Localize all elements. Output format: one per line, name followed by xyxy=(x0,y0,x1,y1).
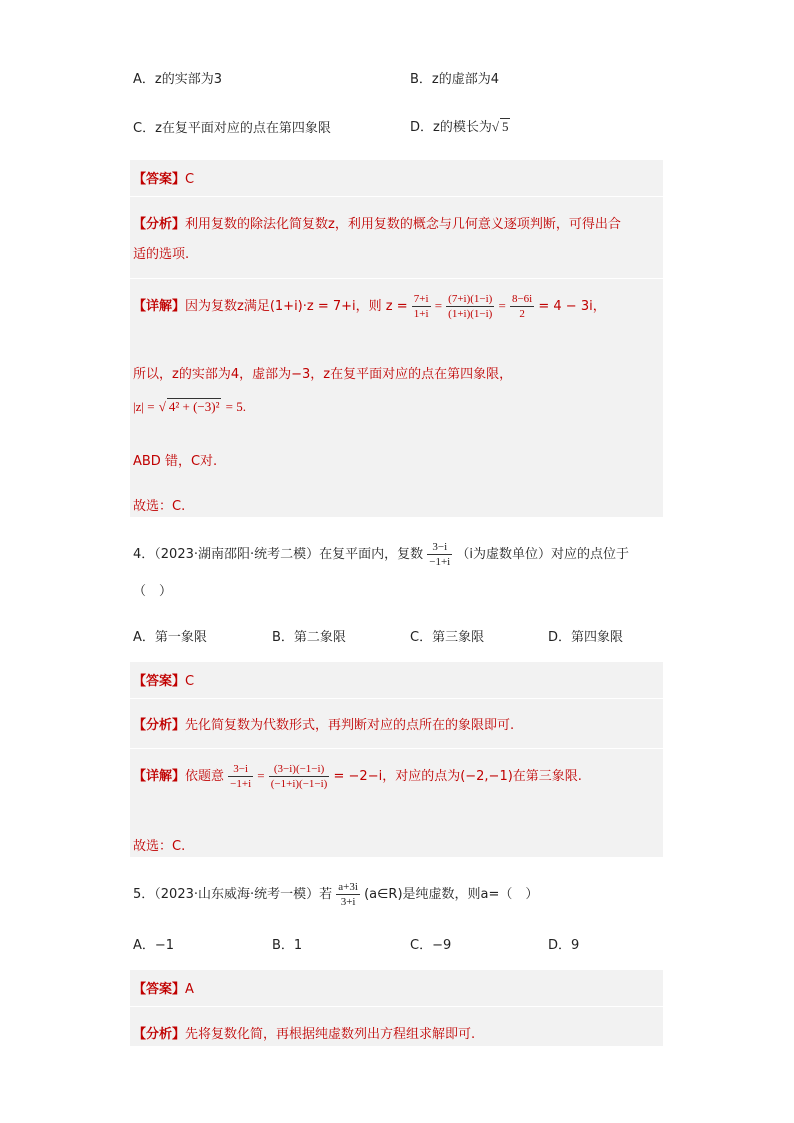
q5-stem-text-2: (a∈R)是纯虚数，则a=（ ） xyxy=(364,887,539,902)
q4-option-a: A．第一象限 xyxy=(133,630,207,645)
q3-modulus: |z| = √ 4² + (−3)² = 5. xyxy=(133,399,246,414)
numerator: (7+i)(1−i) xyxy=(448,293,493,305)
answer-tag: 【答案】 xyxy=(133,172,186,187)
q5-option-a: A．−1 xyxy=(133,938,175,953)
fraction xyxy=(269,762,330,791)
q4-stem-text: 4．（2023·湖南邵阳·统考二模）在复平面内，复数 xyxy=(133,547,424,562)
option-c: C．z在复平面对应的点在第四象限 xyxy=(133,121,331,136)
analysis-text: 先化简复数为代数形式，再判断对应的点所在的象限即可. xyxy=(185,718,515,733)
denominator: −1+i xyxy=(429,556,451,568)
numerator: 3−i xyxy=(427,540,452,555)
fraction xyxy=(510,292,534,321)
q3-judge: ABD 错，C对. xyxy=(133,454,218,469)
numerator: a+3i xyxy=(338,881,358,893)
q5-answer xyxy=(133,978,194,997)
q3-detail-line1: 【详解】因为复数z满足(1+i)·z = 7+i，则 z = $\frac{7+i}{1+i}$ = $\frac{(7+i)(1-i)}{(1+i)(1-i)}$ = $\frac{8-6i}{2}$ = 4 − 3i， xyxy=(133,293,606,320)
q3-analysis-line1 xyxy=(133,213,621,232)
answer-value: A xyxy=(185,982,194,997)
q4-answer xyxy=(133,670,194,689)
detail-tag: 【详解】 xyxy=(133,299,186,314)
q5-option-d: D．9 xyxy=(548,938,580,953)
q4-stem xyxy=(133,540,629,569)
numerator: 3−i xyxy=(228,762,253,777)
answer-value: C xyxy=(185,674,195,689)
detail-tag: 【详解】 xyxy=(133,769,186,784)
option-d: D．z的模长为√ 5 xyxy=(410,119,509,135)
q5-stem-text: 5．（2023·山东威海·统考一模）若 xyxy=(133,887,333,902)
modulus-rhs: = 5. xyxy=(225,399,246,414)
denominator: 3+i xyxy=(340,896,356,908)
q5-option-c: C．−9 xyxy=(410,938,452,953)
q3-choose: 故选：C. xyxy=(133,499,186,514)
detail-result: = 4 − 3i， xyxy=(538,299,606,314)
q5-option-b: B．1 xyxy=(272,938,303,953)
q3-answer xyxy=(133,168,194,187)
q4-detail: 【详解】依题意 $\frac{3-i}{-1+i}$ = $\frac{(3-i)(-1-i)}{(-1+i)(-1-i)}$ = −2−i，对应的点为(−2,−1)在第三象限. xyxy=(133,763,582,790)
q4-stem-line2: （ ） xyxy=(133,584,173,599)
q3-analysis-line2: 适的选项. xyxy=(133,247,190,262)
modulus-lhs: |z| = xyxy=(133,399,155,414)
denominator: 2 xyxy=(519,308,525,320)
q4-solution-box xyxy=(130,662,663,857)
analysis-tag: 【分析】 xyxy=(133,718,186,733)
answer-value: C xyxy=(185,172,195,187)
answer-tag: 【答案】 xyxy=(133,674,186,689)
detail-result: = −2−i，对应的点为(−2,−1)在第三象限. xyxy=(333,769,582,784)
fraction xyxy=(412,292,431,321)
analysis-tag: 【分析】 xyxy=(133,217,186,232)
q4-option-b: B．第二象限 xyxy=(272,630,346,645)
fraction xyxy=(336,880,360,909)
denominator: 1+i xyxy=(413,308,429,320)
modulus-radicand: 4² + (−3)² xyxy=(168,399,220,414)
option-b: B．z的虚部为4 xyxy=(410,72,500,87)
numerator: 8−6i xyxy=(511,293,533,305)
option-a: A．z的实部为3 xyxy=(133,72,222,87)
analysis-text: 先将复数化简，再根据纯虚数列出方程组求解即可. xyxy=(185,1027,476,1042)
option-d-radicand: 5 xyxy=(501,119,509,134)
q3-detail-line2: 所以，z的实部为4，虚部为−3，z在复平面对应的点在第四象限， xyxy=(133,367,513,382)
q5-stem xyxy=(133,880,538,909)
fraction xyxy=(228,762,253,791)
q5-analysis xyxy=(133,1023,475,1042)
numerator: 7+i xyxy=(413,293,429,305)
fraction xyxy=(446,292,494,321)
detail-text: 依题意 xyxy=(185,769,225,784)
fraction xyxy=(427,540,452,569)
denominator: (1+i)(1−i) xyxy=(448,308,493,320)
analysis-text: 利用复数的除法化简复数z，利用复数的概念与几何意义逐项判断，可得出合 xyxy=(185,217,621,232)
q4-option-d: D．第四象限 xyxy=(548,630,624,645)
q4-analysis xyxy=(133,714,514,733)
q4-choose: 故选：C. xyxy=(133,839,186,854)
denominator: −1+i xyxy=(230,778,252,790)
q4-option-c: C．第三象限 xyxy=(410,630,485,645)
option-d-text: D．z的模长为 xyxy=(410,120,492,135)
answer-tag: 【答案】 xyxy=(133,982,186,997)
detail-text: 因为复数z满足(1+i)·z = 7+i，则 z = xyxy=(185,299,408,314)
numerator: (3−i)(−1−i) xyxy=(269,762,330,777)
q4-stem-text-2: （i为虚数单位）对应的点位于 xyxy=(456,547,629,562)
denominator: (−1+i)(−1−i) xyxy=(270,778,328,790)
analysis-tag: 【分析】 xyxy=(133,1027,186,1042)
